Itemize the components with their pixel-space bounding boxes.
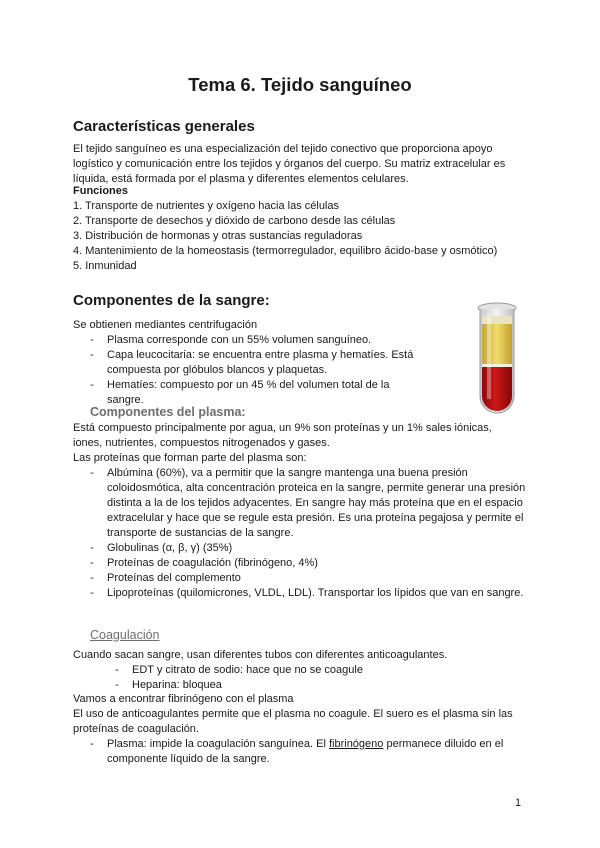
- plasma-coag-text-a: Plasma: impide la coagulación sanguínea. El: [107, 738, 329, 750]
- list-item: - Proteínas de coagulación (fibrinógeno, 4%): [90, 556, 526, 571]
- function-item: 1. Transporte de nutrientes y oxígeno hacia las células: [73, 200, 339, 212]
- section-heading-componentes: Componentes de la sangre:: [73, 292, 270, 309]
- function-item: 4. Mantenimiento de la homeostasis (termorregulador, equilibro ácido-base y osmótico): [73, 245, 498, 257]
- plasma-paragraph: Está compuesto principalmente por agua, un 9% son proteínas y un 1% sales iónicas, iones, nutrientes, compuestos nitrogenados y gases.: [73, 422, 492, 449]
- list-item: - Lipoproteínas (quilomicrones, VLDL, LDL). Transportar los lípidos que van en sangre.: [90, 586, 526, 601]
- coag-fibrinogen-line: Vamos a encontrar fibrinógeno con el plasma: [73, 693, 294, 705]
- list-item: - Hematíes: compuesto por un 45 % del volumen total de la sangre.: [90, 378, 420, 408]
- list-item: - EDT y citrato de sodio: hace que no se coagule: [115, 663, 515, 678]
- subheading-coagulacion: Coagulación: [90, 628, 160, 642]
- list-item: - Heparina: bloquea: [115, 678, 515, 693]
- list-item: - Albúmina (60%), va a permitir que la sangre mantenga una buena presión coloidosmótica, alta concentración proteica en la sangre, permite generar una presión distinta a la de los tejidos adyacentes. En sangre hay más proteína que en el espacio extracelular y hace que se regule esta presión. Es una proteína pegajosa y permite el transporte de sustancias de la sangre.: [90, 466, 526, 541]
- components-list: [90, 333, 420, 408]
- function-item: 2. Transporte de desechos y dióxido de carbono desde las células: [73, 215, 396, 227]
- fibrinogeno-link[interactable]: fibrinógeno: [328, 738, 384, 750]
- coag-paragraph: El uso de anticoagulantes permite que el plasma no coagule. El suero es el plasma sin las proteínas de coagulación.: [73, 708, 513, 735]
- plasma-coag-text-b: permanece diluido en el componente líquido de la sangre.: [107, 738, 504, 765]
- plasma-proteins-intro: Las proteínas que forman parte del plasma son:: [73, 452, 307, 464]
- plasma-proteins-list: [90, 466, 526, 601]
- function-item: 5. Inmunidad: [73, 260, 137, 272]
- page-title: Tema 6. Tejido sanguíneo: [188, 74, 412, 95]
- list-item: - Proteínas del complemento: [90, 571, 526, 586]
- section-heading-caracteristicas: Características generales: [73, 118, 255, 135]
- anticoagulants-list: [115, 663, 515, 693]
- list-item: - Capa leucocitaria: se encuentra entre plasma y hematíes. Está compuesta por glóbulos blancos y plaquetas.: [90, 348, 420, 378]
- list-item: [90, 737, 526, 767]
- page-number: 1: [515, 797, 522, 809]
- plasma-coag-list: [90, 737, 526, 767]
- function-item: 3. Distribución de hormonas y otras sustancias reguladoras: [73, 230, 363, 242]
- subheading-componentes-plasma: Componentes del plasma:: [90, 405, 246, 419]
- blood-test-tube-image: [470, 300, 525, 415]
- functions-label: Funciones: [73, 185, 129, 197]
- list-item: - Globulinas (α, β, γ) (35%): [90, 541, 526, 556]
- list-item: - Plasma corresponde con un 55% volumen sanguíneo.: [90, 333, 420, 348]
- intro-paragraph: El tejido sanguíneo es una especialización del tejido conectivo que proporciona apoyo logístico y comunicación entre los tejidos y órganos del cuerpo. Su matriz extracelular es líquida, está formada por el plasma y diferentes elementos celulares.: [73, 143, 506, 185]
- coag-intro: Cuando sacan sangre, usan diferentes tubos con diferentes anticoagulantes.: [73, 649, 448, 661]
- components-intro: Se obtienen mediantes centrifugación: [73, 319, 258, 331]
